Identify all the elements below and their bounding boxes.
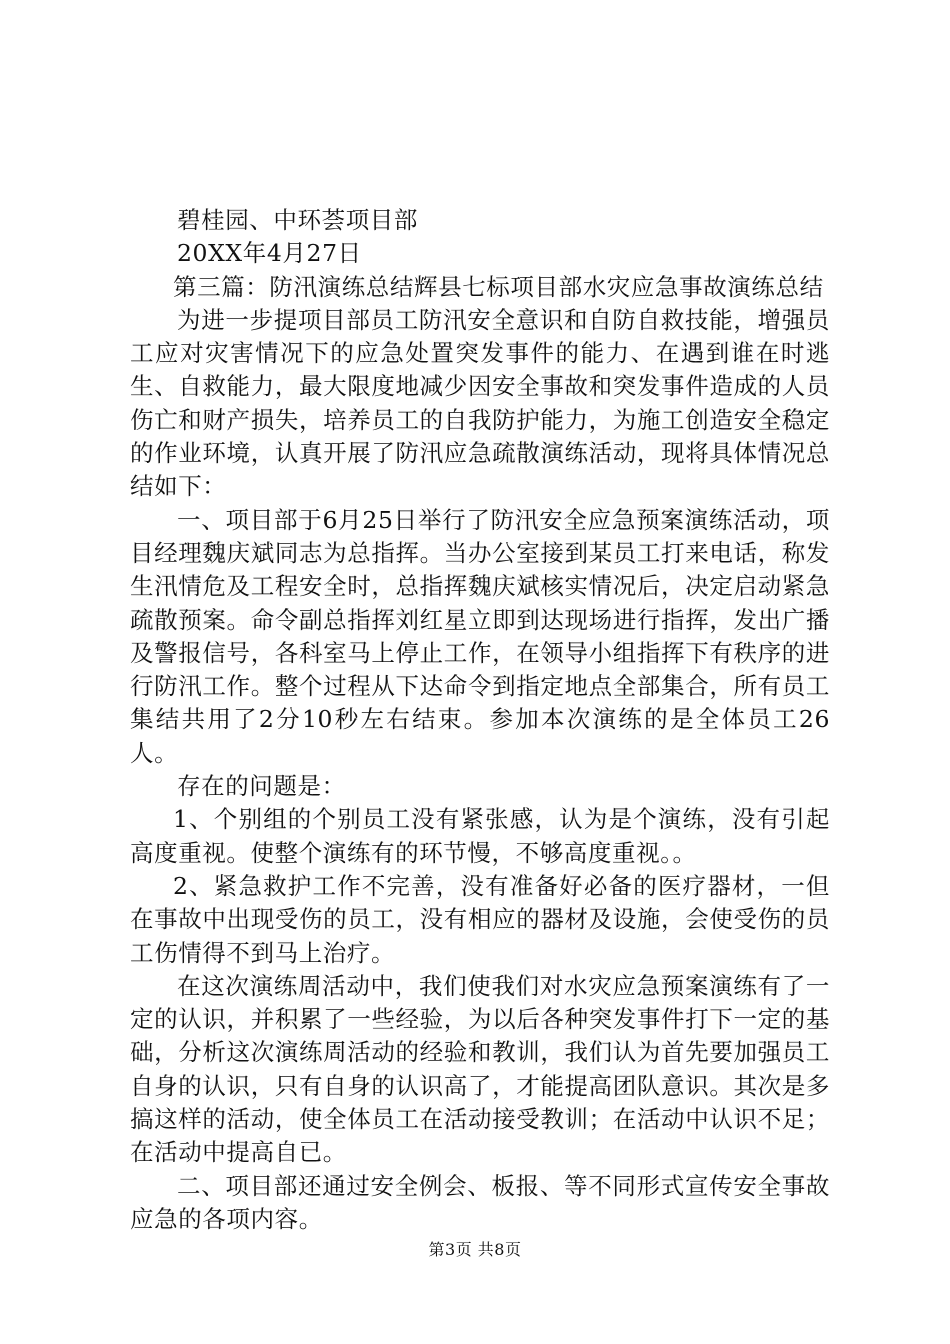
header-line-date: 20XX年4月27日	[177, 239, 362, 268]
header-line-organization: 碧桂园、中环荟项目部	[177, 206, 418, 234]
page-number-footer: 第3页 共8页	[428, 1240, 522, 1259]
paragraph-problem-2: 2、紧急救护工作不完善，没有准备好必备的医疗器材，一但在事故中出现受伤的员工，没有相应的器材及设施，会使受伤的员工伤情得不到马上治疗。	[130, 871, 830, 967]
paragraph-drill-details: 一、项目部于6月25日举行了防汛安全应急预案演练活动，项目经理魏庆斌同志为总指挥。当办公室接到某员工打来电话，称发生汛情危及工程安全时，总指挥魏庆斌核实情况后，决定启动紧急疏散预案。命令副总指挥刘红星立即到达现场进行指挥，发出广播及警报信号，各科室马上停止工作，在领导小组指挥下有秩序的进行防汛工作。整个过程从下达命令到指定地点全部集合，所有员工集结共用了2分10秒左右结束。参加本次演练的是全体员工26人。	[130, 505, 830, 767]
paragraph-problem-1: 1、个别组的个别员工没有紧张感，认为是个演练，没有引起高度重视。使整个演练有的环节慢，不够高度重视。。	[130, 805, 830, 867]
paragraph-intro: 为进一步提项目部员工防汛安全意识和自防自救技能，增强员工应对灾害情况下的应急处置突发事件的能力、在遇到谁在时逃生、自救能力，最大限度地减少因安全事故和突发事件造成的人员伤亡和财产损失，培养员工的自我防护能力，为施工创造安全稳定的作业环境，认真开展了防汛应急疏散演练活动，现将具体情况总结如下：	[130, 305, 830, 501]
paragraph-problems-heading: 存在的问题是：	[177, 772, 346, 801]
section-title: 第三篇：防汛演练总结辉县七标项目部水灾应急事故演练总结	[173, 272, 824, 301]
paragraph-lessons: 在这次演练周活动中，我们使我们对水灾应急预案演练有了一定的认识，并积累了一些经验，为以后各种突发事件打下一定的基础，分析这次演练周活动的经验和教训，我们认为首先要加强员工自身的认识，只有自身的认识高了，才能提高团队意识。其次是多搞这样的活动，使全体员工在活动接受教训；在活动中认识不足；在活动中提高自已。	[130, 971, 830, 1167]
paragraph-publicity: 二、项目部还通过安全例会、板报、等不同形式宣传安全事故应急的各项内容。	[130, 1171, 830, 1233]
document-body	[130, 204, 830, 1236]
